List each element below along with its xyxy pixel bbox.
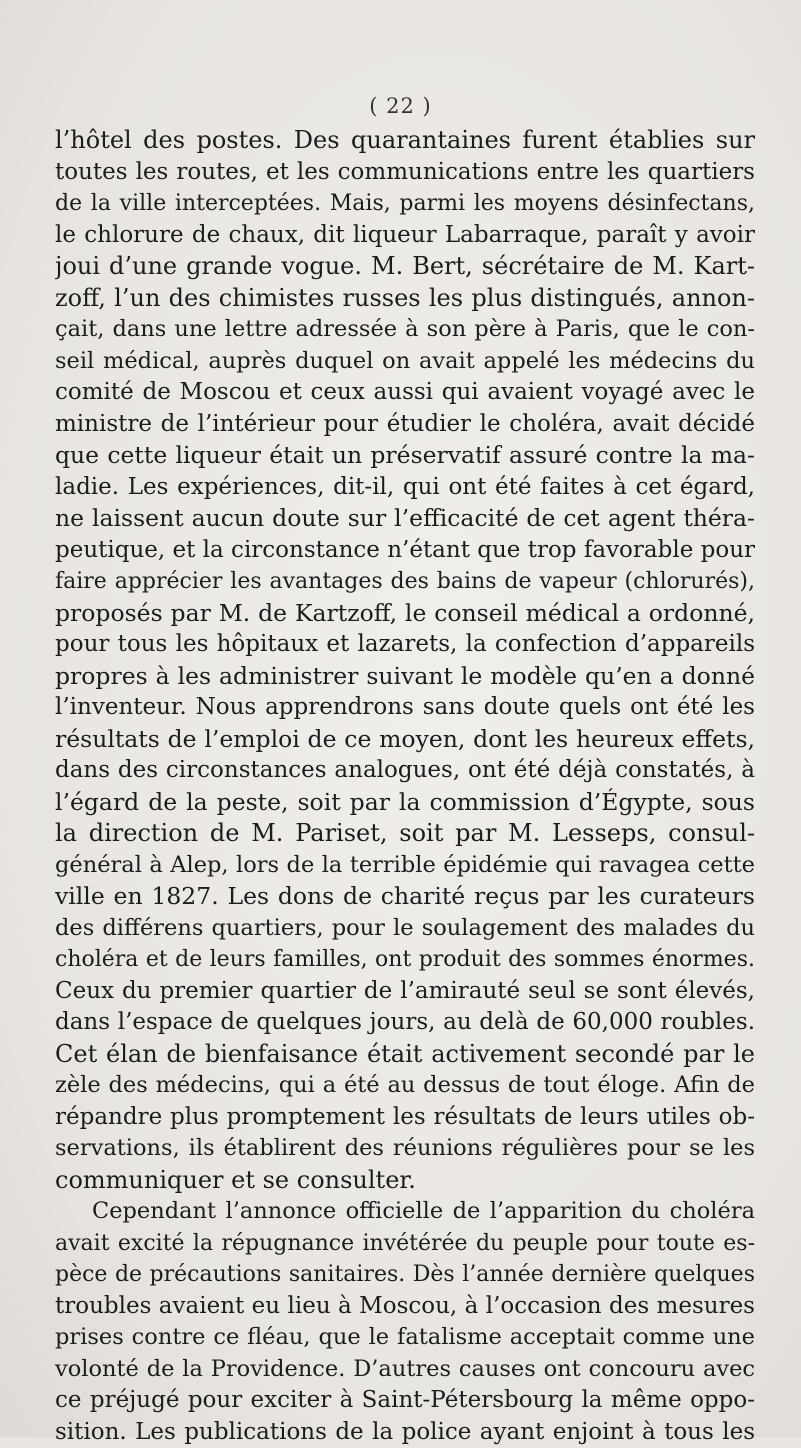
text-line: servations, ils établirent des réunions régulières pour se les [55, 1133, 755, 1165]
text-line: communiquer et se consulter. [55, 1165, 755, 1197]
text-line: zoff, l’un des chimistes russes les plus distingués, annon- [55, 283, 755, 315]
text-line: zèle des médecins, qui a été au dessus de tout éloge. Afin de [55, 1070, 755, 1102]
text-line: peutique, et la circonstance n’étant que trop favorable pour [55, 535, 755, 567]
text-line: de la ville interceptées. Mais, parmi les moyens désinfectans, [55, 188, 755, 220]
text-line: Cet élan de bienfaisance était activement secondé par le [55, 1039, 755, 1071]
text-line: ne laissent aucun doute sur l’efficacité de cet agent théra- [55, 503, 755, 535]
text-line: pour tous les hôpitaux et lazarets, la confection d’appareils [55, 629, 755, 661]
body-text [55, 125, 755, 1448]
text-line: répandre plus promptement les résultats de leurs utiles ob- [55, 1102, 755, 1134]
text-line: toutes les routes, et les communications entre les quartiers [55, 157, 755, 189]
text-line: l’égard de la peste, soit par la commission d’Égypte, sous [55, 787, 755, 819]
text-line: Ceux du premier quartier de l’amirauté seul se sont élevés, [55, 976, 755, 1008]
text-line: avait excité la répugnance invétérée du peuple pour toute es- [55, 1228, 755, 1260]
text-line: l’hôtel des postes. Des quarantaines furent établies sur [55, 125, 755, 157]
text-line: le chlorure de chaux, dit liqueur Labarraque, paraît y avoir [55, 220, 755, 252]
text-line: troubles avaient eu lieu à Moscou, à l’occasion des mesures [55, 1291, 755, 1323]
text-line: ville en 1827. Les dons de charité reçus par les curateurs [55, 881, 755, 913]
text-line: général à Alep, lors de la terrible épidémie qui ravagea cette [55, 850, 755, 882]
text-line: prises contre ce fléau, que le fatalisme acceptait comme une [55, 1322, 755, 1354]
text-line: dans des circonstances analogues, ont été déjà constatés, à [55, 755, 755, 787]
page-number: ( 22 ) [0, 92, 801, 120]
text-line: çait, dans une lettre adressée à son père à Paris, que le con- [55, 314, 755, 346]
text-line: pèce de précautions sanitaires. Dès l’année dernière quelques [55, 1259, 755, 1291]
text-line: seil médical, auprès duquel on avait appelé les médecins du [55, 346, 755, 378]
text-line: Cependant l’annonce officielle de l’apparition du choléra [55, 1196, 755, 1228]
text-line: comité de Moscou et ceux aussi qui avaient voyagé avec le [55, 377, 755, 409]
text-line: propres à les administrer suivant le modèle qu’en a donné [55, 661, 755, 693]
text-line: des différens quartiers, pour le soulagement des malades du [55, 913, 755, 945]
text-line: ministre de l’intérieur pour étudier le choléra, avait décidé [55, 409, 755, 441]
text-line: sition. Les publications de la police ayant enjoint à tous les [55, 1417, 755, 1448]
text-line: que cette liqueur était un préservatif assuré contre la ma- [55, 440, 755, 472]
text-line: l’inventeur. Nous apprendrons sans doute quels ont été les [55, 692, 755, 724]
text-line: faire apprécier les avantages des bains de vapeur (chlorurés), [55, 566, 755, 598]
text-line: joui d’une grande vogue. M. Bert, sécrétaire de M. Kart- [55, 251, 755, 283]
text-line: ce préjugé pour exciter à Saint-Pétersbourg la même oppo- [55, 1385, 755, 1417]
text-line: résultats de l’emploi de ce moyen, dont les heureux effets, [55, 724, 755, 756]
text-line: choléra et de leurs familles, ont produit des sommes énormes. [55, 944, 755, 976]
text-line: la direction de M. Pariset, soit par M. Lesseps, consul- [55, 818, 755, 850]
text-line: ladie. Les expériences, dit-il, qui ont été faites à cet égard, [55, 472, 755, 504]
text-line: proposés par M. de Kartzoff, le conseil médical a ordonné, [55, 598, 755, 630]
text-line: volonté de la Providence. D’autres causes ont concouru avec [55, 1354, 755, 1386]
text-line: dans l’espace de quelques jours, au delà de 60,000 roubles. [55, 1007, 755, 1039]
